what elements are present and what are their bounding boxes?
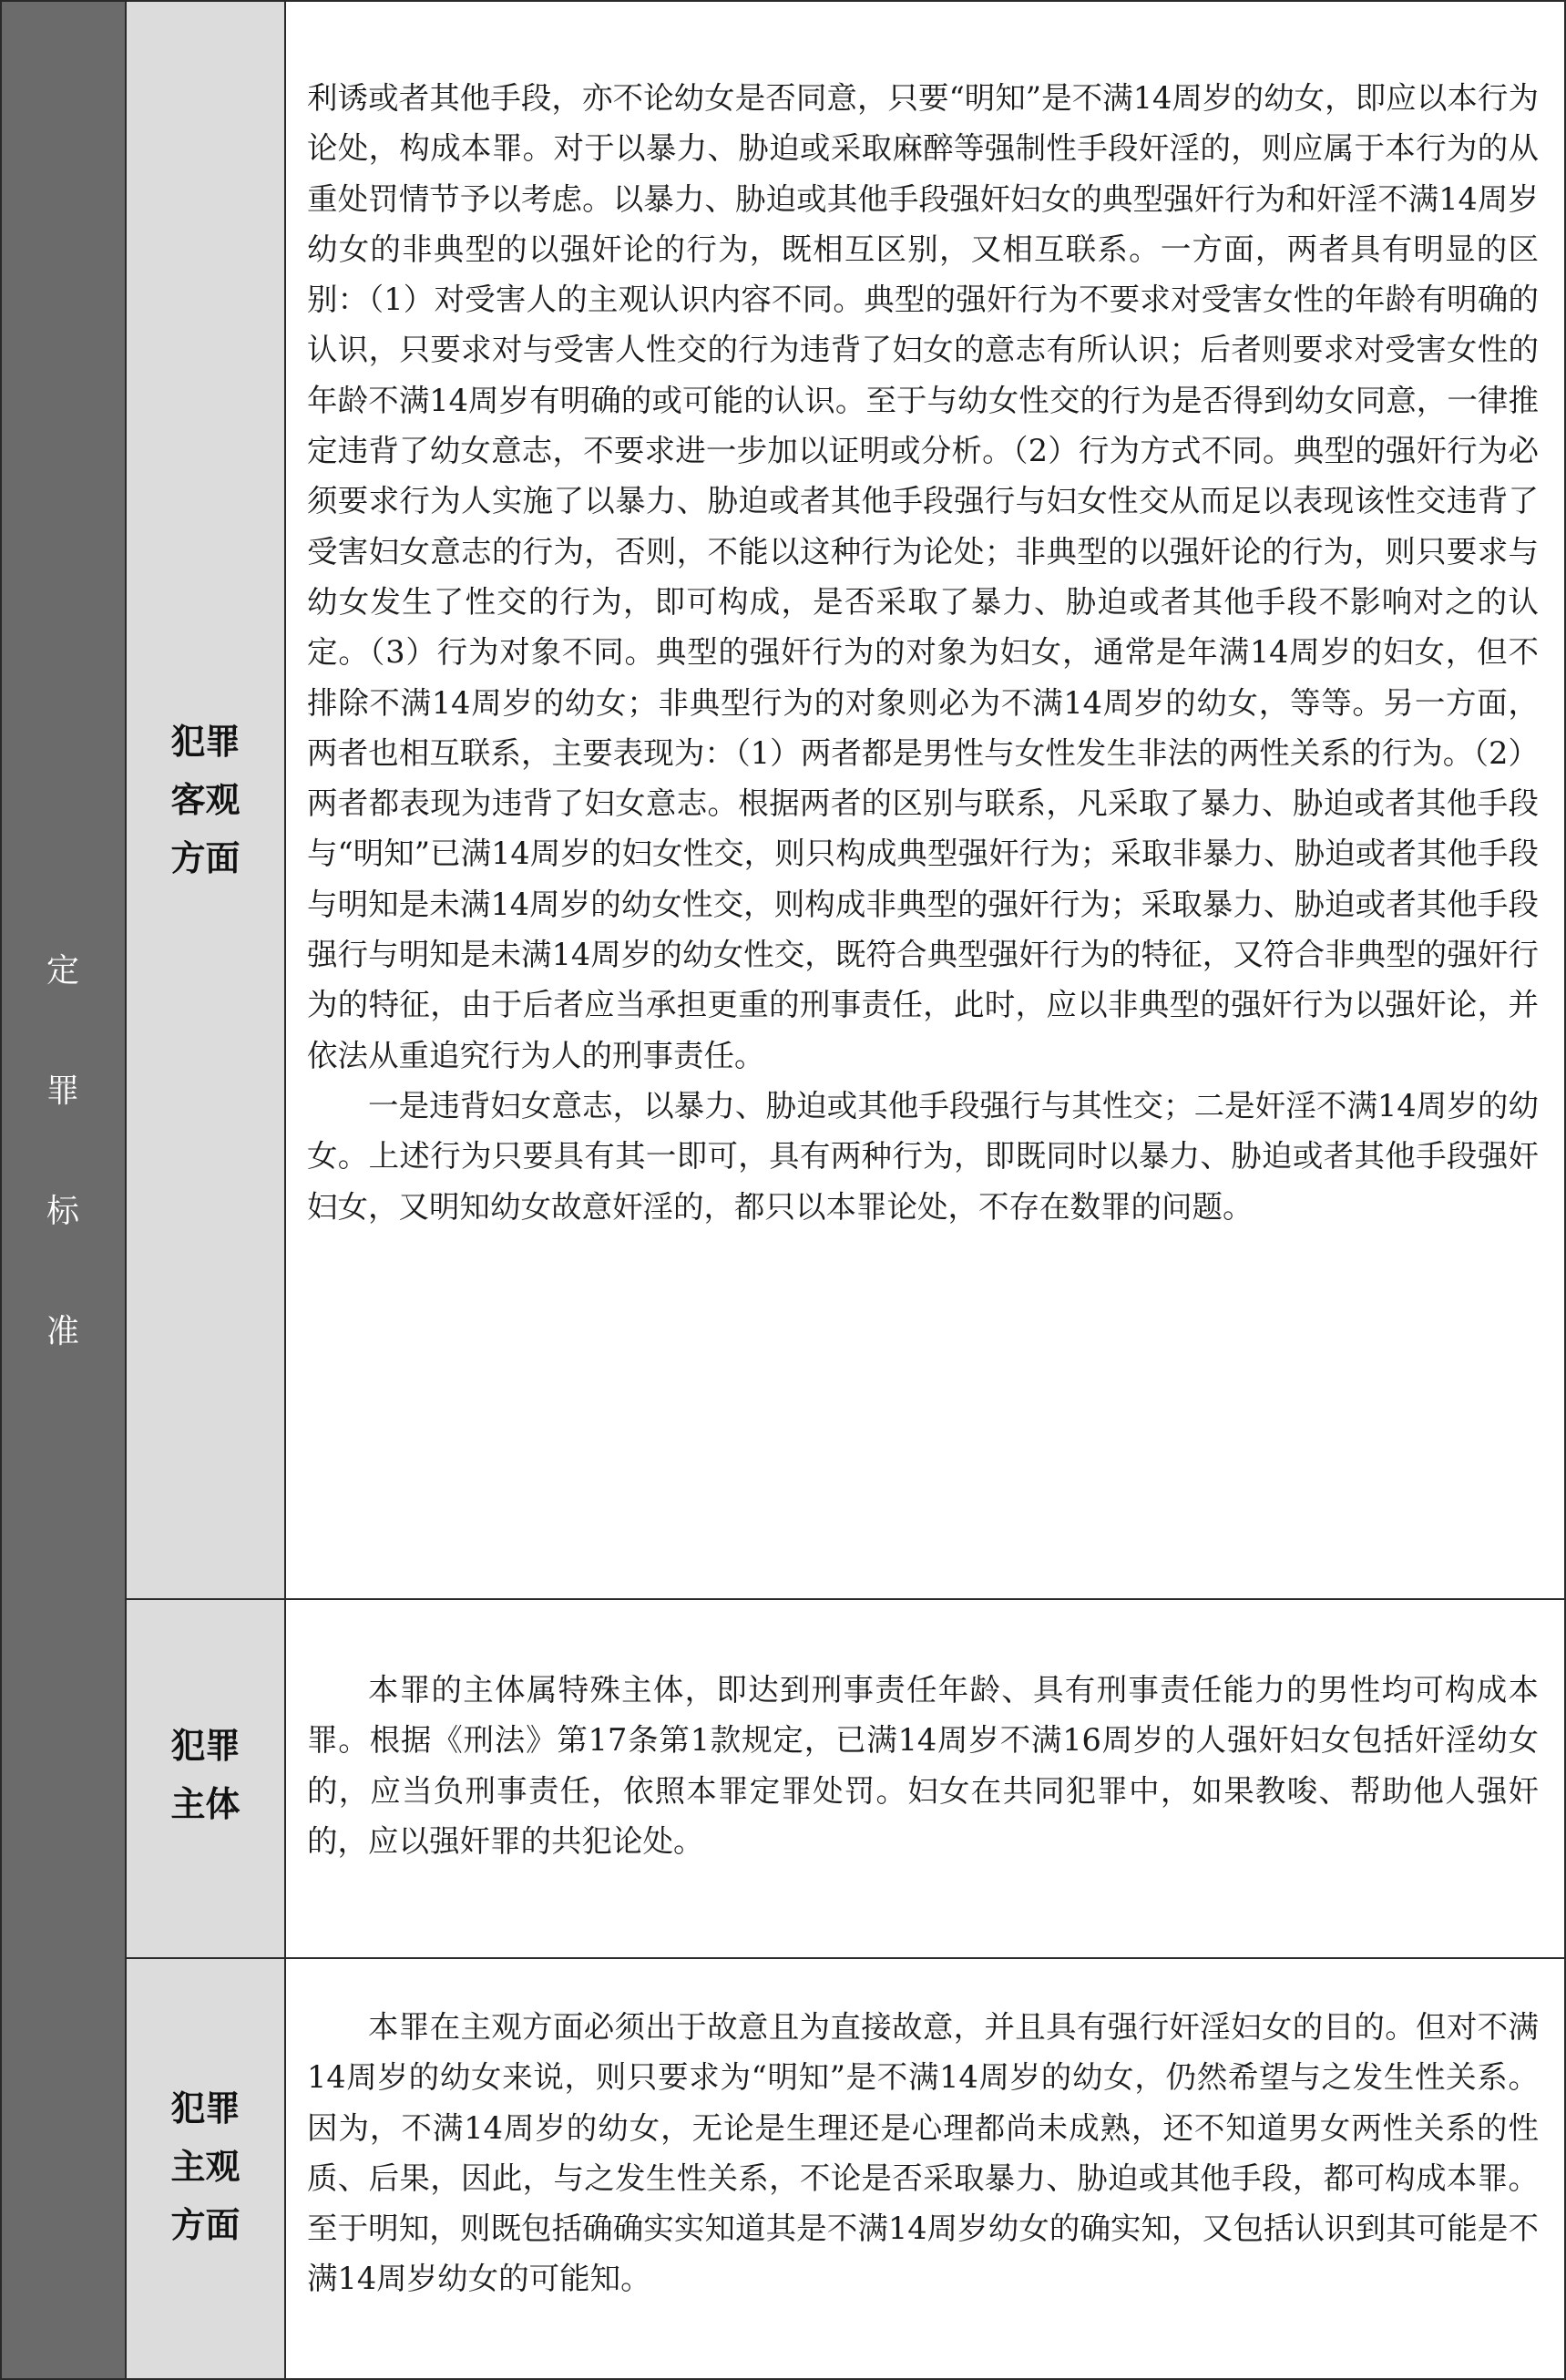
row-label-line: 犯罪	[170, 722, 241, 762]
row-label-line: 主体	[170, 1784, 241, 1824]
border-line	[284, 0, 286, 2380]
side-header-char: 定	[46, 952, 79, 990]
row-label-line: 犯罪	[170, 2088, 241, 2129]
row-label-line: 犯罪	[170, 1726, 241, 1766]
row-label-subjective-aspect	[126, 2079, 285, 2254]
paragraph: 一是违背妇女意志，以暴力、胁迫或其他手段强行与其性交；二是奸淫不满14周岁的幼女。上述行为只要具有其一即可，具有两种行为，即既同时以暴力、胁迫或者其他手段强奸妇女，又明知幼女故意奸淫的，都只以本罪论处，不存在数罪的问题。	[307, 1087, 1539, 1225]
paragraph: 本罪的主体属特殊主体，即达到刑事责任年龄、具有刑事责任能力的男性均可构成本罪。根据《刑法》第17条第1款规定，已满14周岁不满16周岁的人强奸妇女包括奸淫幼女的，应当负刑事责任，依照本罪定罪处罚。妇女在共同犯罪中，如果教唆、帮助他人强奸的，应以强奸罪的共犯论处。	[307, 1672, 1539, 1859]
border-line	[0, 0, 2, 2380]
paragraph: 利诱或者其他手段，亦不论幼女是否同意，只要“明知”是不满14周岁的幼女，即应以本行为论处，构成本罪。对于以暴力、胁迫或采取麻醉等强制性手段奸淫的，则应属于本行为的从重处罚情节予以考虑。以暴力、胁迫或其他手段强奸妇女的典型强奸行为和奸淫不满14周岁幼女的非典型的以强奸论的行为，既相互区别，又相互联系。一方面，两者具有明显的区别：（1）对受害人的主观认识内容不同。典型的强奸行为不要求对受害女性的年龄有明确的认识，只要求对与受害人性交的行为违背了妇女的意志有所认识；后者则要求对受害女性的年龄不满14周岁有明确的或可能的认识。至于与幼女性交的行为是否得到幼女同意，一律推定违背了幼女意志，不要求进一步加以证明或分析。（2）行为方式不同。典型的强奸行为必须要求行为人实施了以暴力、胁迫或者其他手段强行与妇女性交从而足以表现该性交违背了受害妇女意志的行为，否则，不能以这种行为论处；非典型的以强奸论的行为，则只要求与幼女发生了性交的行为，即可构成，是否采取了暴力、胁迫或者其他手段不影响对之的认定。（3）行为对象不同。典型的强奸行为的对象为妇女，通常是年满14周岁的妇女，但不排除不满14周岁的幼女；非典型行为的对象则必为不满14周岁的幼女，等等。另一方面，两者也相互联系，主要表现为：（1）两者都是男性与女性发生非法的两性关系的行为。（2）两者都表现为违背了妇女意志。根据两者的区别与联系，凡采取了暴力、胁迫或者其他手段与“明知”已满14周岁的妇女性交，则只构成典型强奸行为；采取非暴力、胁迫或者其他手段与明知是未满14周岁的幼女性交，则构成非典型的强奸行为；采取暴力、胁迫或者其他手段强行与明知是未满14周岁的幼女性交，既符合典型强奸行为的特征，又符合非典型的强奸行为的特征，由于后者应当承担更重的刑事责任，此时，应以非典型的强奸行为以强奸论，并依法从重追究行为人的刑事责任。	[307, 80, 1539, 1073]
row-label-line: 方面	[170, 2205, 241, 2245]
row-label-objective-aspect	[126, 713, 285, 887]
row-label-line: 客观	[170, 780, 241, 820]
border-line	[125, 0, 127, 2380]
border-line	[0, 0, 1566, 2]
row-label-line: 方面	[170, 838, 241, 878]
row-label-subject	[126, 1717, 285, 1833]
side-header-column	[0, 0, 126, 2380]
row-label-column	[126, 0, 285, 2380]
cell-objective-aspect	[307, 73, 1539, 1232]
side-header-char: 标	[46, 1193, 79, 1230]
side-header-char: 罪	[46, 1072, 79, 1110]
border-line	[125, 1957, 1566, 1959]
side-header-char: 准	[46, 1313, 79, 1350]
cell-subjective-aspect	[307, 2002, 1539, 2304]
paragraph: 本罪在主观方面必须出于故意且为直接故意，并且具有强行奸淫妇女的目的。但对不满14周岁的幼女来说，则只要求为“明知”是不满14周岁的幼女，仍然希望与之发生性关系。因为，不满14周岁的幼女，无论是生理还是心理都尚未成熟，还不知道男女两性关系的性质、后果，因此，与之发生性关系，不论是否采取暴力、胁迫或其他手段，都可构成本罪。至于明知，则既包括确确实实知道其是不满14周岁幼女的确实知，又包括认识到其可能是不满14周岁幼女的可能知。	[307, 2009, 1539, 2297]
cell-subject	[307, 1665, 1539, 1866]
border-line	[125, 1598, 1566, 1600]
row-label-line: 主观	[170, 2147, 241, 2187]
